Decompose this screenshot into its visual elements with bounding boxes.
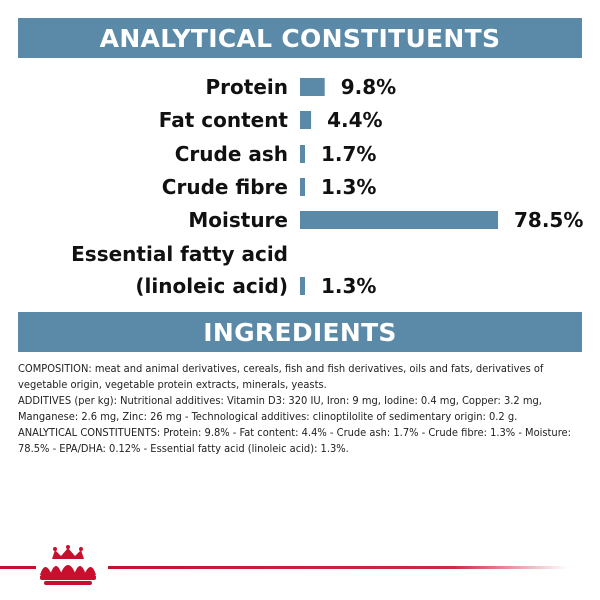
category-label: Fat content	[158, 108, 288, 132]
value-label: 1.7%	[321, 142, 377, 166]
category-label: Essential fatty acid	[71, 242, 288, 266]
value-label: 4.4%	[327, 108, 383, 132]
category-label: Crude fibre	[161, 175, 288, 199]
value-label: 1.3%	[321, 175, 377, 199]
value-label: 9.8%	[340, 75, 397, 99]
brand-red-line-right	[108, 566, 568, 569]
crown-icon	[40, 545, 96, 585]
additives-text: ADDITIVES (per kg): Nutritional additives: Vitamin D3: 320 IU, Iron: 9 mg, Iodine: 0.4 mg, Copper: 3.2 mg, Manganese: 2.6 mg, Zinc: 26 mg - Technological additives: clinoptilolite of sedimentary origin: 0.2 g.	[18, 394, 542, 423]
analytical-constituents-banner: ANALYTICAL CONSTITUENTS	[18, 18, 582, 58]
bar	[300, 111, 311, 129]
category-label: (linoleic acid)	[135, 274, 288, 298]
category-label: Protein	[205, 75, 288, 99]
analytical-constituents-text: ANALYTICAL CONSTITUENTS: Protein: 9.8% - Fat content: 4.4% - Crude ash: 1.7% - Crude fibre: 1.3% - Moisture: 78.5% - EPA/DHA: 0.12% - Essential fatty acid (linoleic acid): 1.3%.	[18, 426, 571, 455]
ingredients-banner: INGREDIENTS	[18, 312, 582, 352]
value-label: 78.5%	[514, 208, 584, 232]
category-label: Moisture	[188, 208, 288, 232]
brand-footer	[0, 545, 600, 595]
ingredients-text	[18, 361, 584, 457]
bar	[300, 277, 305, 295]
bar	[300, 211, 498, 229]
value-label: 1.3%	[321, 274, 377, 298]
bar	[300, 178, 305, 196]
brand-red-line-left	[0, 566, 36, 569]
category-label: Crude ash	[174, 142, 288, 166]
composition-text: COMPOSITION: meat and animal derivatives, cereals, fish and fish derivatives, oils and fats, derivatives of vegetable origin, vegetable protein extracts, minerals, yeasts.	[18, 362, 544, 391]
bar	[300, 145, 305, 163]
bar	[300, 78, 325, 96]
